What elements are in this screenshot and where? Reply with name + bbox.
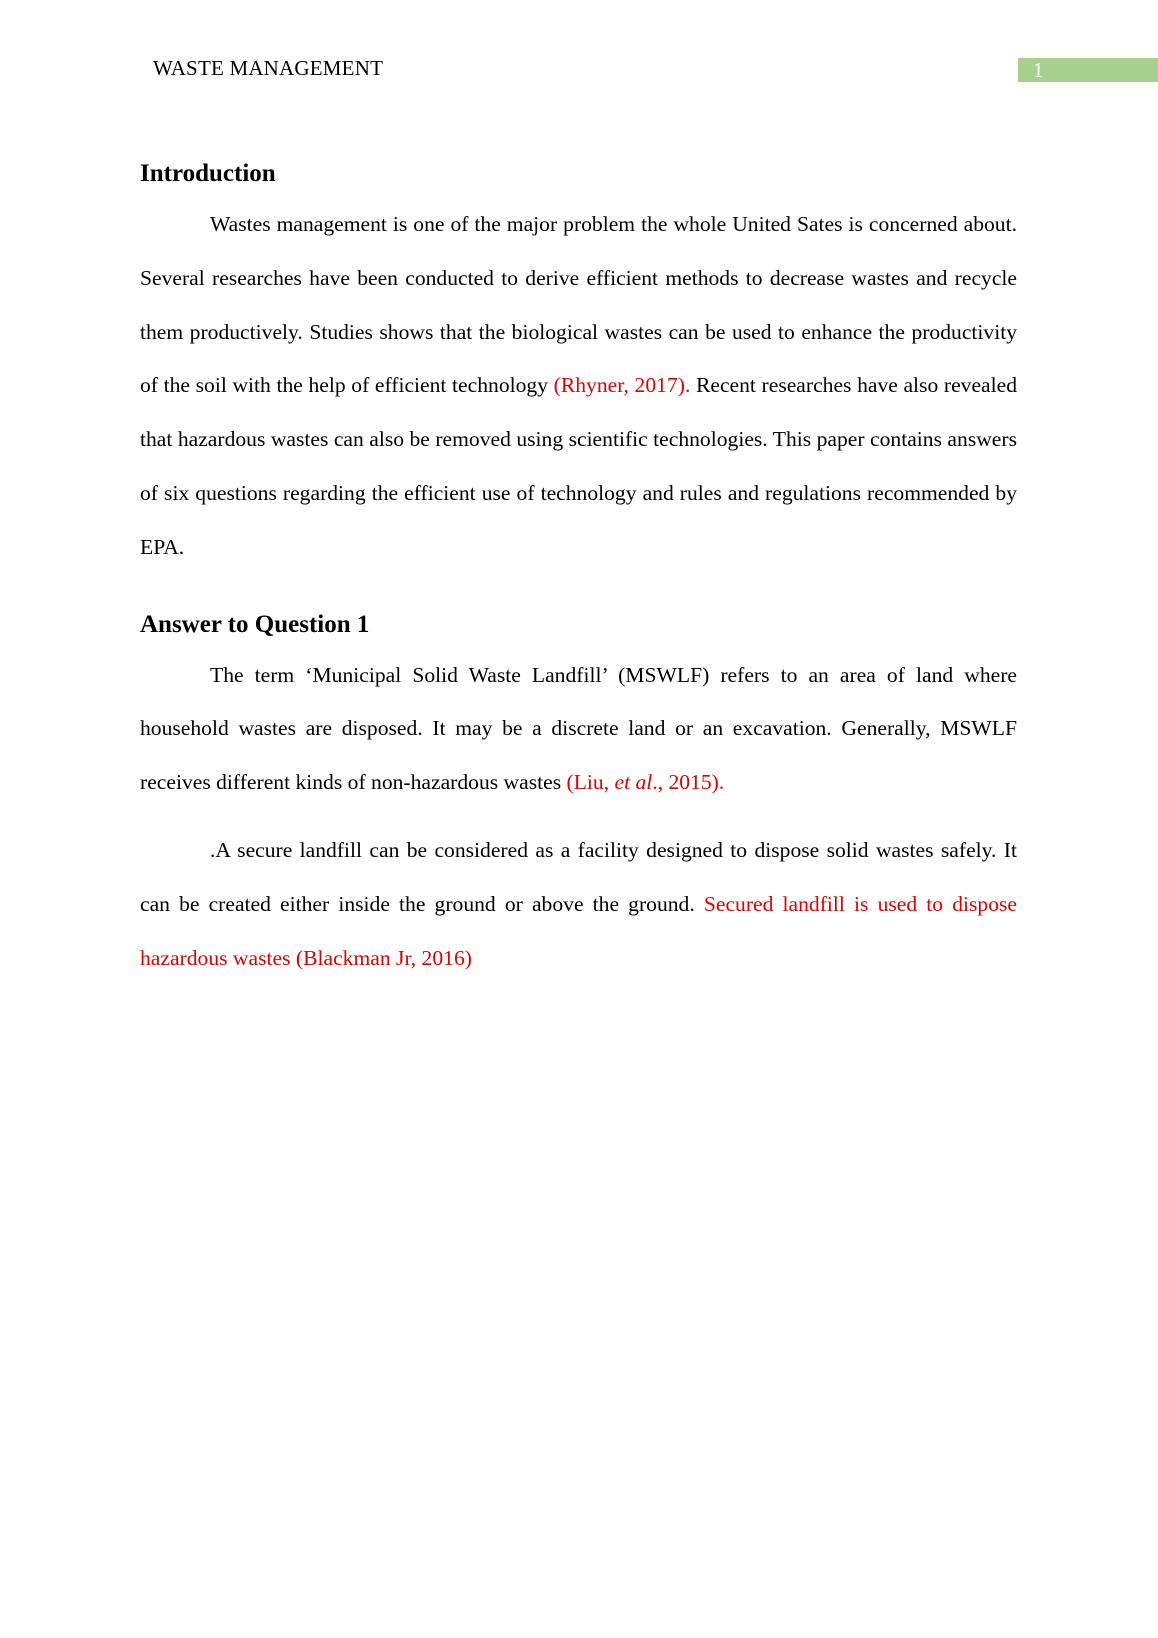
intro-paragraph <box>140 198 1017 575</box>
citation: (Rhyner, 2017). <box>553 373 691 398</box>
highlighted-text: Secured landfill is used to dispose hazardous wastes (Blackman Jr, 2016) <box>140 891 1017 970</box>
citation-part: ., 2015). <box>652 770 725 795</box>
text: Recent researches have also revealed that hazardous wastes can also be removed using scientific technologies. This paper contains answers of six questions regarding the efficient use of technology and rules and regulations recommended by EPA. <box>140 373 1018 559</box>
heading-question-1: Answer to Question 1 <box>140 610 370 638</box>
page-number: 1 <box>1018 58 1158 82</box>
citation-italic: et al <box>614 770 653 795</box>
running-head: WASTE MANAGEMENT <box>153 56 384 80</box>
heading-introduction: Introduction <box>140 160 276 187</box>
text: .A secure landfill can be considered as a facility designed to dispose solid wastes safely. It can be created either inside the ground or above the ground. <box>140 837 1017 916</box>
citation-part: (Liu, <box>566 770 615 795</box>
q1-paragraph-2 <box>140 824 1017 985</box>
text: The term ‘Municipal Solid Waste Landfill’ (MSWLF) refers to an area of land where household wastes are disposed. It may be a discrete land or an excavation. Generally, MSWLF receives different kinds of non-hazardous wastes <box>140 662 1017 795</box>
citation <box>567 770 725 794</box>
document-body <box>140 160 1017 985</box>
text: Wastes management is one of the major problem the whole United Sates is concerned about. Several researches have been conducted to derive efficient methods to decrease wastes and recycle them productively. Studies shows that the biological wastes can be used to enhance the productivity of the soil with the help of efficient technology <box>140 212 1017 398</box>
q1-paragraph-1 <box>140 649 1017 810</box>
